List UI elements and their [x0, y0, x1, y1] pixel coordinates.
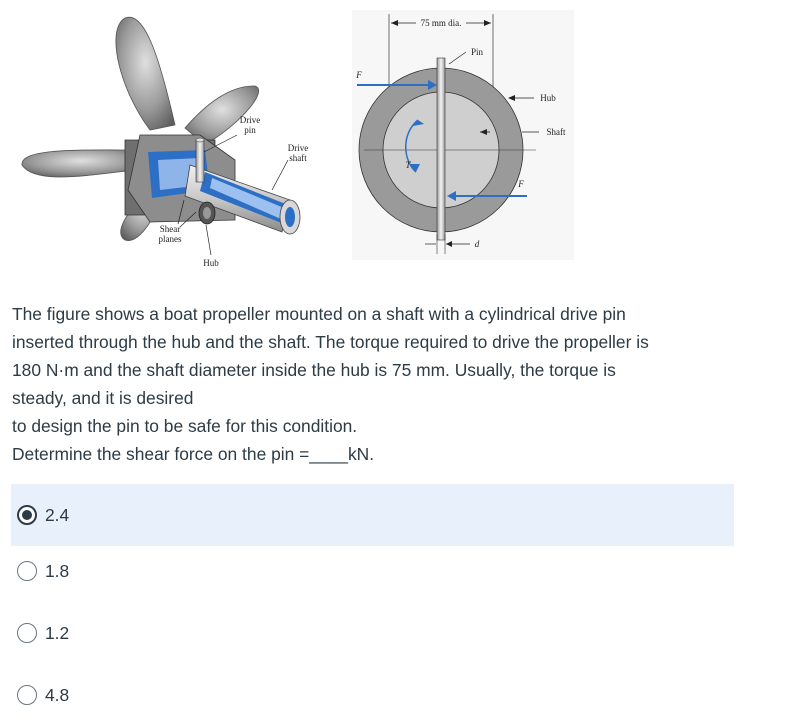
label-drive-shaft-1: Drive [287, 143, 309, 153]
label-dimension: 75 mm dia. [420, 18, 462, 28]
radio-dot-icon [22, 510, 32, 520]
label-force-bottom: F [518, 179, 524, 189]
question-line: to design the pin to be safe for this condition. [12, 416, 358, 436]
label-torque: T [405, 160, 411, 170]
question-line: 180 N·m and the shaft diameter inside the hub is 75 mm. Usually, the torque is [12, 360, 616, 380]
label-hub-left: Hub [203, 258, 219, 268]
propeller-illustration [22, 17, 300, 255]
answer-label: 4.8 [45, 684, 70, 705]
label-shear-planes-2: planes [158, 234, 182, 244]
answer-label: 1.2 [45, 622, 70, 643]
radio-selected-icon[interactable] [17, 505, 37, 525]
label-hub-right: Hub [540, 93, 556, 103]
answer-option-1[interactable] [11, 484, 734, 546]
radio-icon[interactable] [17, 623, 37, 643]
cross-section-illustration [352, 10, 574, 260]
label-drive-pin-2: pin [244, 125, 256, 135]
question-line: steady, and it is desired [12, 388, 194, 408]
question-text [12, 300, 742, 468]
label-shear-planes-1: Shear [159, 224, 181, 234]
label-shaft: Shaft [546, 127, 566, 137]
question-line: inserted through the hub and the shaft. The torque required to drive the propeller is [12, 332, 649, 352]
label-force-top: F [356, 70, 362, 80]
problem-figure [0, 0, 792, 275]
radio-icon[interactable] [17, 685, 37, 705]
propeller-diagram [0, 0, 792, 275]
question-line: The figure shows a boat propeller mounted on a shaft with a cylindrical drive pin [12, 304, 626, 324]
answer-label: 1.8 [45, 560, 70, 581]
label-drive-shaft-2: shaft [289, 153, 307, 163]
label-diameter: d [474, 239, 480, 249]
answer-option-3[interactable] [11, 602, 734, 664]
answer-option-2[interactable] [11, 540, 734, 602]
radio-icon[interactable] [17, 561, 37, 581]
answer-option-4[interactable] [11, 664, 734, 726]
answer-label: 2.4 [45, 504, 70, 525]
question-line: Determine the shear force on the pin =____kN. [12, 444, 375, 464]
label-drive-pin-1: Drive [239, 115, 261, 125]
label-pin: Pin [470, 47, 484, 57]
